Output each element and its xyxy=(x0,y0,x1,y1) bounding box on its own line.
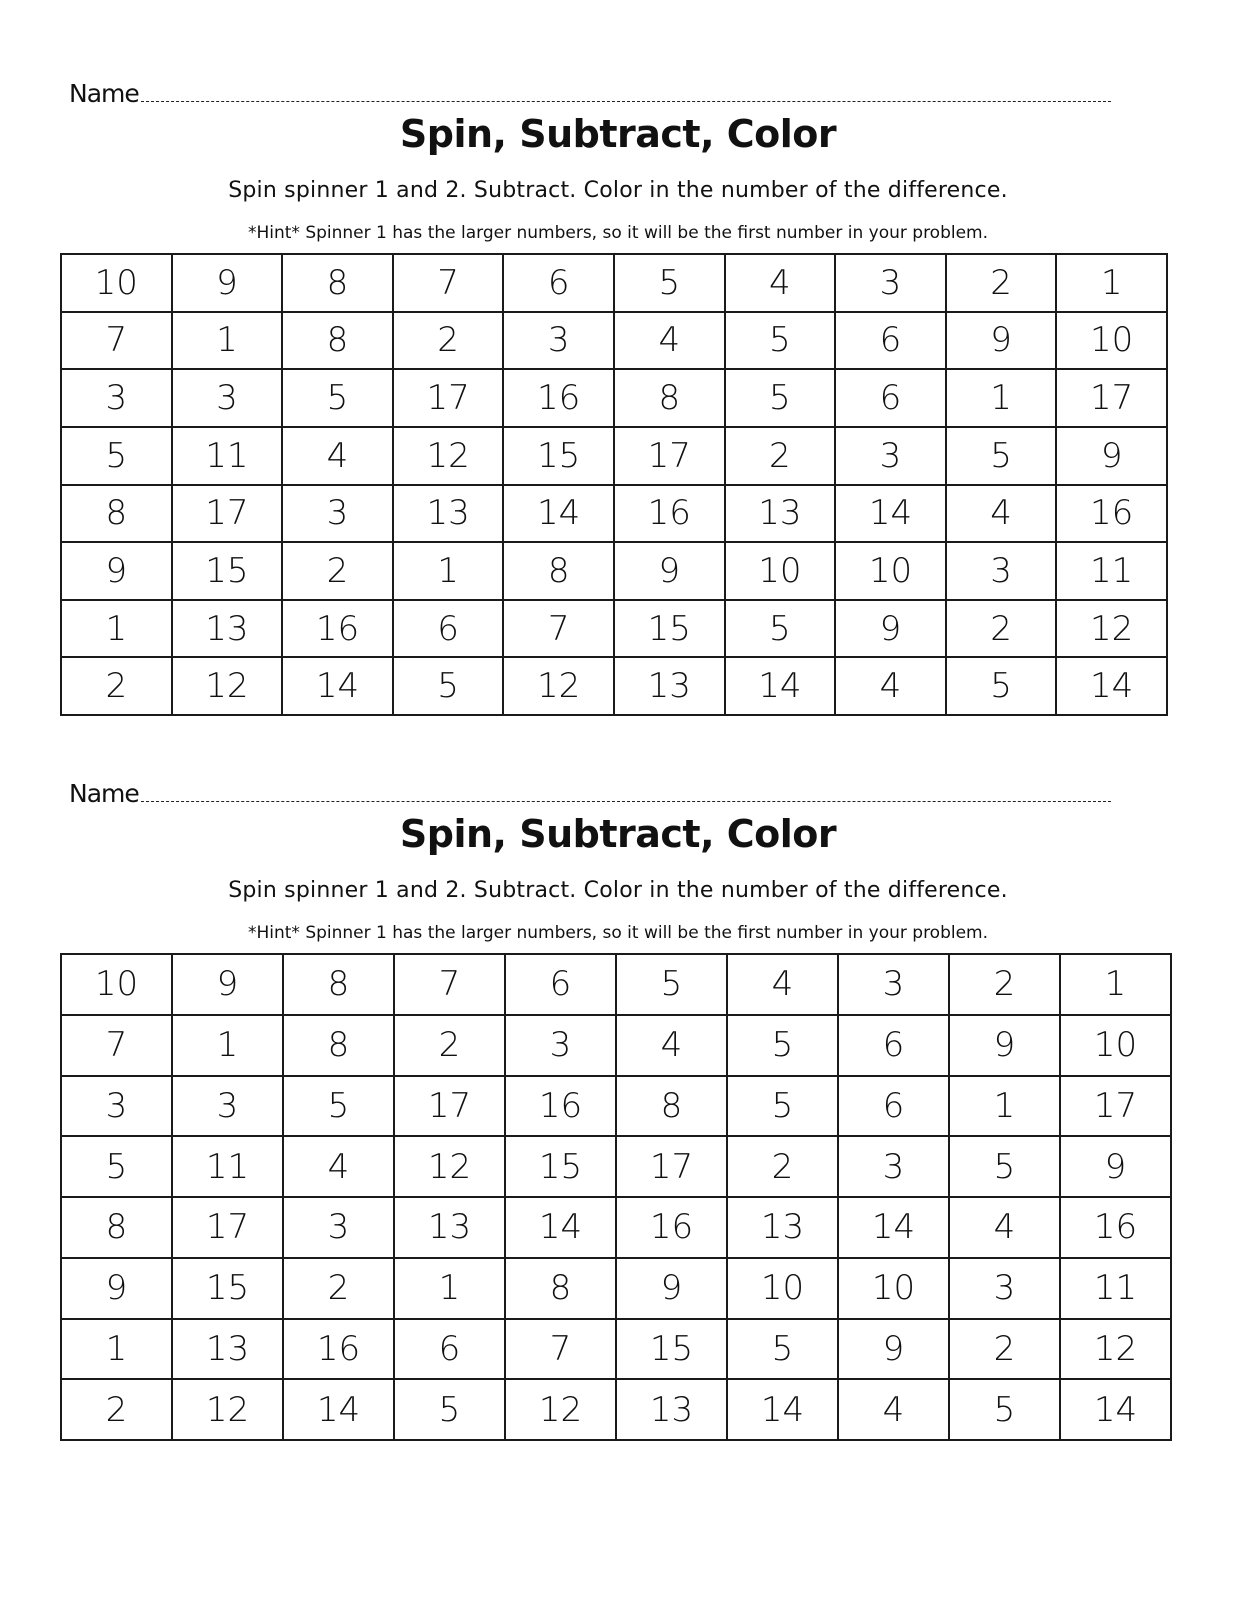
grid-cell[interactable]: 9 xyxy=(614,542,725,600)
grid-cell[interactable]: 16 xyxy=(503,369,614,427)
grid-cell[interactable]: 12 xyxy=(505,1379,616,1440)
grid-cell[interactable]: 10 xyxy=(61,254,172,312)
name-label: Name xyxy=(69,79,139,108)
grid-cell[interactable]: 13 xyxy=(172,1319,283,1380)
grid-cell[interactable]: 1 xyxy=(172,312,283,370)
grid-cell[interactable]: 4 xyxy=(725,254,836,312)
grid-cell[interactable]: 11 xyxy=(1060,1258,1171,1319)
grid-cell[interactable]: 2 xyxy=(727,1136,838,1197)
grid-cell[interactable]: 6 xyxy=(838,1015,949,1076)
grid-cell[interactable]: 2 xyxy=(949,954,1060,1015)
grid-cell[interactable]: 10 xyxy=(835,542,946,600)
grid-cell[interactable]: 11 xyxy=(172,427,283,485)
grid-cell[interactable]: 1 xyxy=(949,1076,1060,1137)
grid-cell[interactable]: 14 xyxy=(1056,657,1167,715)
grid-cell[interactable]: 2 xyxy=(725,427,836,485)
grid-cell[interactable]: 10 xyxy=(727,1258,838,1319)
grid-cell[interactable]: 3 xyxy=(503,312,614,370)
grid-cell[interactable]: 3 xyxy=(835,254,946,312)
grid-cell[interactable]: 6 xyxy=(393,600,504,658)
grid-cell[interactable]: 8 xyxy=(61,485,172,543)
grid-cell[interactable]: 11 xyxy=(172,1136,283,1197)
grid-row xyxy=(61,1319,1171,1380)
grid-cell[interactable]: 17 xyxy=(1056,369,1167,427)
grid-cell[interactable]: 12 xyxy=(393,427,504,485)
grid-cell[interactable]: 8 xyxy=(505,1258,616,1319)
grid-cell[interactable]: 3 xyxy=(172,1076,283,1137)
grid-cell[interactable]: 5 xyxy=(727,1015,838,1076)
grid-cell[interactable]: 15 xyxy=(172,1258,283,1319)
grid-cell[interactable]: 3 xyxy=(61,1076,172,1137)
grid-cell[interactable]: 4 xyxy=(282,427,393,485)
grid-cell[interactable]: 6 xyxy=(503,254,614,312)
grid-cell[interactable]: 12 xyxy=(1060,1319,1171,1380)
grid-cell[interactable]: 15 xyxy=(172,542,283,600)
grid-cell[interactable]: 16 xyxy=(1060,1197,1171,1258)
grid-row xyxy=(61,542,1167,600)
worksheet-title: Spin, Subtract, Color xyxy=(399,112,837,156)
grid-cell[interactable]: 16 xyxy=(283,1319,394,1380)
grid-cell[interactable]: 1 xyxy=(394,1258,505,1319)
grid-cell[interactable]: 15 xyxy=(503,427,614,485)
grid-cell[interactable]: 2 xyxy=(946,600,1057,658)
grid-cell[interactable]: 10 xyxy=(725,542,836,600)
grid-cell[interactable]: 3 xyxy=(505,1015,616,1076)
grid-cell[interactable]: 4 xyxy=(283,1136,394,1197)
grid-cell[interactable]: 1 xyxy=(61,1319,172,1380)
grid-cell[interactable]: 8 xyxy=(282,254,393,312)
grid-cell[interactable]: 13 xyxy=(616,1379,727,1440)
grid-row xyxy=(61,657,1167,715)
grid-row xyxy=(61,954,1171,1015)
grid-cell[interactable]: 9 xyxy=(616,1258,727,1319)
grid-cell[interactable]: 2 xyxy=(61,1379,172,1440)
grid-cell[interactable]: 9 xyxy=(61,542,172,600)
grid-cell[interactable]: 6 xyxy=(505,954,616,1015)
grid-cell[interactable]: 7 xyxy=(393,254,504,312)
grid-cell[interactable]: 2 xyxy=(283,1258,394,1319)
grid-row xyxy=(61,1379,1171,1440)
grid-cell[interactable]: 5 xyxy=(725,600,836,658)
grid-cell[interactable]: 14 xyxy=(282,657,393,715)
grid-cell[interactable]: 4 xyxy=(946,485,1057,543)
grid-cell[interactable]: 17 xyxy=(172,1197,283,1258)
grid-cell[interactable]: 5 xyxy=(393,657,504,715)
grid-cell[interactable]: 3 xyxy=(61,369,172,427)
grid-cell[interactable]: 8 xyxy=(61,1197,172,1258)
grid-cell[interactable]: 5 xyxy=(949,1379,1060,1440)
grid-cell[interactable]: 7 xyxy=(505,1319,616,1380)
number-grid xyxy=(60,253,1168,716)
name-write-line[interactable] xyxy=(141,101,1111,102)
grid-cell[interactable]: 17 xyxy=(393,369,504,427)
grid-cell[interactable]: 9 xyxy=(61,1258,172,1319)
grid-cell[interactable]: 11 xyxy=(1056,542,1167,600)
grid-row xyxy=(61,1136,1171,1197)
grid-cell[interactable]: 16 xyxy=(1056,485,1167,543)
grid-cell[interactable]: 12 xyxy=(172,1379,283,1440)
grid-cell[interactable]: 2 xyxy=(61,657,172,715)
grid-cell[interactable]: 12 xyxy=(394,1136,505,1197)
hint-text: *Hint* Spinner 1 has the larger numbers, so it will be the first number in your problem. xyxy=(247,223,989,243)
grid-cell[interactable]: 12 xyxy=(172,657,283,715)
worksheet-title: Spin, Subtract, Color xyxy=(399,812,837,856)
grid-cell[interactable]: 3 xyxy=(835,427,946,485)
instructions-text: Spin spinner 1 and 2. Subtract. Color in the number of the difference. xyxy=(228,878,1008,903)
grid-cell[interactable]: 9 xyxy=(1056,427,1167,485)
grid-cell[interactable]: 14 xyxy=(838,1197,949,1258)
grid-cell[interactable]: 5 xyxy=(614,254,725,312)
grid-cell[interactable]: 15 xyxy=(616,1319,727,1380)
grid-cell[interactable]: 8 xyxy=(614,369,725,427)
grid-cell[interactable]: 5 xyxy=(616,954,727,1015)
grid-cell[interactable]: 12 xyxy=(503,657,614,715)
grid-cell[interactable]: 8 xyxy=(283,954,394,1015)
grid-cell[interactable]: 7 xyxy=(61,312,172,370)
grid-cell[interactable]: 4 xyxy=(838,1379,949,1440)
grid-cell[interactable]: 3 xyxy=(283,1197,394,1258)
grid-row xyxy=(61,600,1167,658)
grid-cell[interactable]: 9 xyxy=(1060,1136,1171,1197)
grid-cell[interactable]: 14 xyxy=(1060,1379,1171,1440)
grid-cell[interactable]: 3 xyxy=(282,485,393,543)
grid-cell[interactable]: 13 xyxy=(393,485,504,543)
grid-cell[interactable]: 5 xyxy=(61,1136,172,1197)
grid-cell[interactable]: 16 xyxy=(614,485,725,543)
grid-cell[interactable]: 8 xyxy=(283,1015,394,1076)
grid-cell[interactable]: 4 xyxy=(835,657,946,715)
grid-cell[interactable]: 17 xyxy=(394,1076,505,1137)
grid-cell[interactable]: 17 xyxy=(1060,1076,1171,1137)
grid-cell[interactable]: 15 xyxy=(505,1136,616,1197)
grid-cell[interactable]: 1 xyxy=(1060,954,1171,1015)
grid-cell[interactable]: 3 xyxy=(172,369,283,427)
grid-cell[interactable]: 3 xyxy=(838,954,949,1015)
grid-cell[interactable]: 13 xyxy=(614,657,725,715)
grid-row xyxy=(61,312,1167,370)
grid-cell[interactable]: 8 xyxy=(503,542,614,600)
grid-cell[interactable]: 10 xyxy=(838,1258,949,1319)
grid-cell[interactable]: 5 xyxy=(282,369,393,427)
grid-cell[interactable]: 6 xyxy=(835,312,946,370)
grid-cell[interactable]: 17 xyxy=(614,427,725,485)
grid-cell[interactable]: 10 xyxy=(1060,1015,1171,1076)
grid-cell[interactable]: 13 xyxy=(172,600,283,658)
grid-cell[interactable]: 3 xyxy=(946,542,1057,600)
grid-row xyxy=(61,1258,1171,1319)
grid-cell[interactable]: 9 xyxy=(172,954,283,1015)
grid-cell[interactable]: 16 xyxy=(282,600,393,658)
grid-cell[interactable]: 14 xyxy=(283,1379,394,1440)
grid-cell[interactable]: 10 xyxy=(61,954,172,1015)
grid-cell[interactable]: 2 xyxy=(394,1015,505,1076)
name-write-line[interactable] xyxy=(141,801,1111,802)
grid-cell[interactable]: 5 xyxy=(283,1076,394,1137)
grid-cell[interactable]: 5 xyxy=(946,427,1057,485)
number-grid xyxy=(60,953,1172,1441)
grid-cell[interactable]: 2 xyxy=(393,312,504,370)
grid-cell[interactable]: 8 xyxy=(282,312,393,370)
grid-cell[interactable]: 4 xyxy=(614,312,725,370)
grid-cell[interactable]: 16 xyxy=(616,1197,727,1258)
grid-row xyxy=(61,369,1167,427)
instructions-text: Spin spinner 1 and 2. Subtract. Color in the number of the difference. xyxy=(228,178,1008,203)
grid-cell[interactable]: 4 xyxy=(727,954,838,1015)
grid-cell[interactable]: 2 xyxy=(946,254,1057,312)
grid-cell[interactable]: 17 xyxy=(172,485,283,543)
grid-row xyxy=(61,1076,1171,1137)
grid-cell[interactable]: 9 xyxy=(949,1015,1060,1076)
grid-cell[interactable]: 8 xyxy=(616,1076,727,1137)
grid-cell[interactable]: 9 xyxy=(835,600,946,658)
grid-cell[interactable]: 5 xyxy=(946,657,1057,715)
grid-cell[interactable]: 3 xyxy=(838,1136,949,1197)
grid-cell[interactable]: 7 xyxy=(61,1015,172,1076)
name-label: Name xyxy=(69,779,139,808)
grid-cell[interactable]: 3 xyxy=(949,1258,1060,1319)
grid-cell[interactable]: 17 xyxy=(616,1136,727,1197)
grid-row xyxy=(61,427,1167,485)
name-field-row xyxy=(69,772,1111,806)
grid-cell[interactable]: 13 xyxy=(394,1197,505,1258)
grid-cell[interactable]: 7 xyxy=(503,600,614,658)
grid-row xyxy=(61,485,1167,543)
grid-cell[interactable]: 9 xyxy=(172,254,283,312)
grid-cell[interactable]: 4 xyxy=(949,1197,1060,1258)
grid-cell[interactable]: 9 xyxy=(946,312,1057,370)
grid-cell[interactable]: 1 xyxy=(393,542,504,600)
grid-cell[interactable]: 1 xyxy=(1056,254,1167,312)
grid-cell[interactable]: 1 xyxy=(61,600,172,658)
grid-cell[interactable]: 1 xyxy=(172,1015,283,1076)
grid-cell[interactable]: 10 xyxy=(1056,312,1167,370)
grid-cell[interactable]: 9 xyxy=(838,1319,949,1380)
grid-cell[interactable]: 4 xyxy=(616,1015,727,1076)
grid-cell[interactable]: 5 xyxy=(394,1379,505,1440)
grid-cell[interactable]: 1 xyxy=(946,369,1057,427)
grid-row xyxy=(61,1015,1171,1076)
grid-cell[interactable]: 14 xyxy=(503,485,614,543)
grid-cell[interactable]: 6 xyxy=(394,1319,505,1380)
grid-cell[interactable]: 5 xyxy=(727,1076,838,1137)
grid-cell[interactable]: 13 xyxy=(727,1197,838,1258)
grid-cell[interactable]: 14 xyxy=(727,1379,838,1440)
grid-cell[interactable]: 15 xyxy=(614,600,725,658)
grid-cell[interactable]: 2 xyxy=(282,542,393,600)
grid-cell[interactable]: 16 xyxy=(505,1076,616,1137)
grid-cell[interactable]: 5 xyxy=(949,1136,1060,1197)
hint-text: *Hint* Spinner 1 has the larger numbers, so it will be the first number in your problem. xyxy=(247,923,989,943)
grid-cell[interactable]: 12 xyxy=(1056,600,1167,658)
grid-cell[interactable]: 14 xyxy=(505,1197,616,1258)
name-field-row xyxy=(69,72,1111,106)
grid-cell[interactable]: 5 xyxy=(61,427,172,485)
grid-cell[interactable]: 2 xyxy=(949,1319,1060,1380)
grid-row xyxy=(61,254,1167,312)
grid-cell[interactable]: 14 xyxy=(725,657,836,715)
grid-cell[interactable]: 5 xyxy=(725,312,836,370)
grid-cell[interactable]: 5 xyxy=(725,369,836,427)
grid-cell[interactable]: 5 xyxy=(727,1319,838,1380)
grid-row xyxy=(61,1197,1171,1258)
grid-cell[interactable]: 13 xyxy=(725,485,836,543)
grid-cell[interactable]: 6 xyxy=(835,369,946,427)
grid-cell[interactable]: 7 xyxy=(394,954,505,1015)
grid-cell[interactable]: 6 xyxy=(838,1076,949,1137)
grid-cell[interactable]: 14 xyxy=(835,485,946,543)
